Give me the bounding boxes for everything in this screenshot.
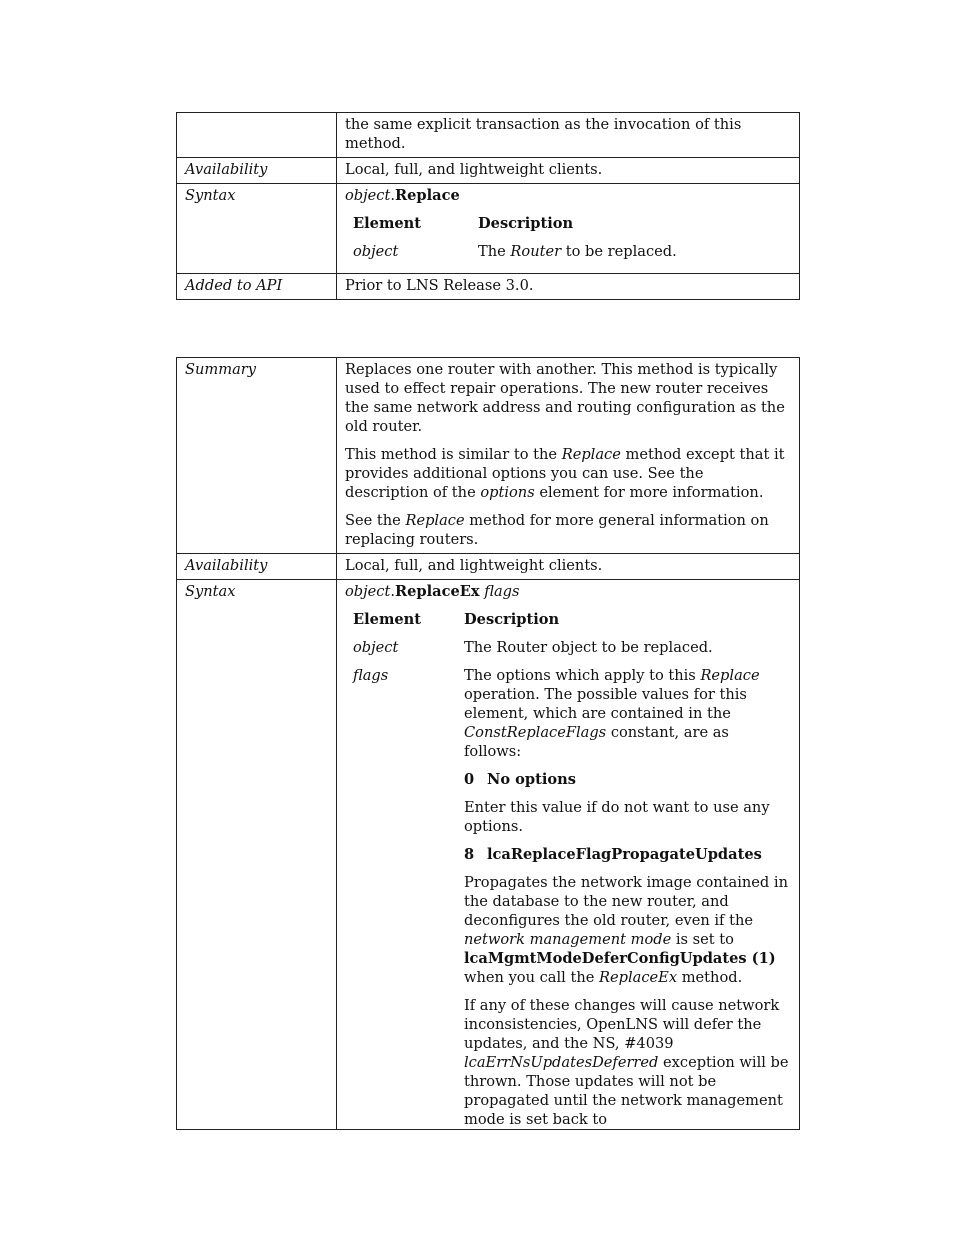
- summary-label: Summary: [177, 358, 337, 554]
- syntax-dot: .: [390, 187, 395, 204]
- flags-intro: The options which apply to this Replace operation. The possible values for this element, which are contained in the ConstReplaceFlags constant, are as follows:: [464, 667, 760, 760]
- table-row: [177, 158, 800, 184]
- summary-paragraph-1: Replaces one router with another. This method is typically used to effect repair operations. The new router receives the same network address and routing configuration as the old router.: [345, 361, 785, 435]
- option-8-desc: Propagates the network image contained in the database to the new router, and deconfigures the old router, even if the network management mode is set to lcaMgmtModeDeferConfigUpdates (1) when you call the ReplaceEx method.: [464, 874, 788, 986]
- option-8-note: If any of these changes will cause network inconsistencies, OpenLNS will defer the updates, and the NS, #4039 lcaErrNsUpdatesDeferred exception will be thrown. Those updates will not be propagated until the network management mode is set back to: [464, 997, 789, 1128]
- syntax-dot: .: [390, 583, 395, 600]
- syntax-object: object: [345, 583, 391, 600]
- table-row: [353, 666, 790, 1129]
- transaction-note: the same explicit transaction as the invocation of this method.: [345, 116, 742, 152]
- table-row: [177, 358, 800, 554]
- syntax-method: ReplaceEx: [394, 583, 480, 600]
- element-object-desc: The Router to be replaced.: [478, 243, 677, 260]
- header-element: Element: [353, 611, 422, 628]
- method-table-replace: [176, 112, 800, 300]
- table-row: [177, 113, 800, 158]
- table-row: [177, 274, 800, 300]
- element-object: object: [353, 639, 399, 656]
- syntax-label: Syntax: [177, 184, 337, 274]
- element-table-header: [353, 610, 790, 638]
- summary-paragraph-3: See the Replace method for more general information on replacing routers.: [345, 512, 769, 548]
- row-label: [177, 113, 337, 158]
- syntax-object: object: [345, 187, 391, 204]
- row-value: [337, 113, 800, 158]
- method-table-replaceex: [176, 357, 800, 1130]
- availability-value: Local, full, and lightweight clients.: [337, 554, 800, 580]
- header-description: Description: [478, 215, 574, 232]
- element-object-desc: The Router object to be replaced.: [464, 639, 713, 656]
- summary-value: [337, 358, 800, 554]
- syntax-line: [345, 186, 791, 205]
- syntax-value: [337, 184, 800, 274]
- header-description: Description: [464, 611, 560, 628]
- option-8-heading: 8 lcaReplaceFlagPropagateUpdates: [464, 846, 762, 863]
- element-flags: flags: [353, 667, 389, 684]
- syntax-method: Replace: [394, 187, 460, 204]
- table-row: [177, 580, 800, 1130]
- added-value: Prior to LNS Release 3.0.: [337, 274, 800, 300]
- table-row: [177, 184, 800, 274]
- table-row: [177, 554, 800, 580]
- element-object: object: [353, 243, 399, 260]
- option-0-desc: Enter this value if do not want to use any options.: [464, 799, 770, 835]
- availability-label: Availability: [177, 158, 337, 184]
- summary-paragraph-2: This method is similar to the Replace method except that it provides additional options you can use. See the description of the options element for more information.: [345, 446, 785, 501]
- availability-value: Local, full, and lightweight clients.: [337, 158, 800, 184]
- table-row: [353, 242, 781, 261]
- syntax-value: [337, 580, 800, 1130]
- availability-label: Availability: [177, 554, 337, 580]
- syntax-label: Syntax: [177, 580, 337, 1130]
- table-row: [353, 638, 790, 666]
- element-table: [353, 214, 781, 261]
- element-table: [353, 610, 790, 1129]
- syntax-argument: flags: [484, 583, 520, 600]
- element-table-header: [353, 214, 781, 242]
- added-label: Added to API: [177, 274, 337, 300]
- syntax-line: [345, 582, 791, 601]
- header-element: Element: [353, 215, 422, 232]
- element-flags-desc: [464, 666, 790, 1129]
- option-0-heading: 0 No options: [464, 771, 576, 788]
